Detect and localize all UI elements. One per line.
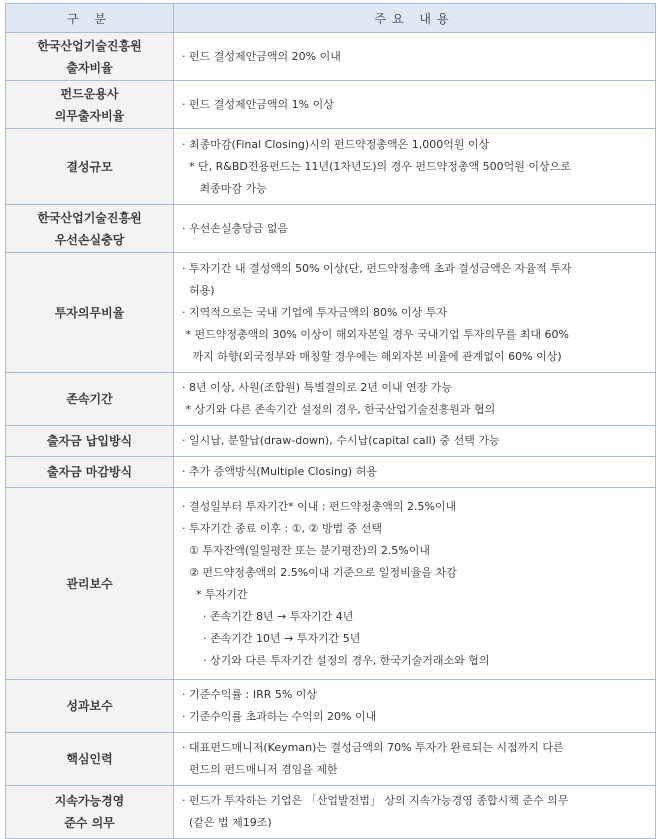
- content-line: · 펀드가 투자하는 기업은 「산업발전법」 상의 지속가능경영 종합시책 준수 의무: [182, 794, 569, 807]
- table-row: [6, 205, 656, 253]
- table-row: [6, 33, 656, 81]
- fund-terms-table: [5, 3, 656, 839]
- row-category: [6, 426, 174, 457]
- content-line: * 상기와 다른 존속기간 설정의 경우, 한국산업기술진흥원과 협의: [182, 403, 496, 416]
- content-line: * 펀드약정총액의 30% 이상이 해외자본일 경우 국내기업 투자의무를 최대 60%: [182, 327, 569, 341]
- row-content: [174, 786, 656, 839]
- category-line: 의무출자비율: [54, 108, 125, 123]
- content-line: · 우선손실충당금 없음: [182, 221, 289, 235]
- category-line: 존속기간: [66, 392, 113, 406]
- table-row: [6, 426, 656, 457]
- row-content: [174, 205, 656, 253]
- row-category: [6, 129, 174, 205]
- category-line: 출자비율: [66, 60, 113, 75]
- table-header-row: [6, 4, 656, 33]
- content-line: · 펀드 결성제안금액의 1% 이상: [182, 97, 334, 111]
- table-row: [6, 680, 656, 733]
- content-line: · 존속기간 8년 → 투자기간 4년: [182, 609, 354, 623]
- category-line: 출자금 마감방식: [46, 465, 133, 479]
- table-row: [6, 733, 656, 786]
- content-line: · 상기와 다른 투자기간 설정의 경우, 한국기술거래소와 협의: [182, 653, 490, 667]
- content-line: 최종마감 가능: [182, 181, 267, 195]
- row-content: [174, 733, 656, 786]
- category-line: 투자의무비율: [54, 305, 125, 320]
- content-line: · 추가 증액방식(Multiple Closing) 허용: [182, 465, 377, 478]
- row-content: [174, 488, 656, 680]
- content-line: * 투자기간: [182, 587, 248, 601]
- category-line: 관리보수: [66, 576, 113, 591]
- content-line: · 8년 이상, 사원(조합원) 특별결의로 2년 이내 연장 가능: [182, 381, 453, 394]
- category-line: 성과보수: [66, 699, 113, 713]
- content-line: · 일시납, 분할납(draw-down), 수시납(capital call) 중 선택 가능: [182, 434, 500, 447]
- category-line: 결성규모: [66, 159, 113, 174]
- content-line: (같은 법 제19조): [182, 816, 272, 829]
- row-category: [6, 680, 174, 733]
- row-category: [6, 33, 174, 81]
- content-line: · 대표펀드매니저(Keyman)는 결성금액의 70% 투자가 완료되는 시점까지 다른: [182, 741, 564, 754]
- row-category: [6, 373, 174, 426]
- content-line: · 존속기간 10년 → 투자기간 5년: [182, 631, 361, 645]
- content-line: 까지 하향(외국정부와 매칭할 경우에는 해외자본 비율에 관계없이 60% 이상): [182, 349, 562, 363]
- content-line: * 단, R&BD전용펀드는 11년(1차년도)의 경우 펀드약정총액 500억원 이상으로: [182, 159, 571, 173]
- content-line: 허용): [182, 283, 215, 297]
- category-line: 한국산업기술진흥원: [37, 210, 142, 225]
- category-line: 한국산업기술진흥원: [37, 38, 142, 53]
- category-line: 핵심인력: [66, 752, 113, 766]
- table-row: [6, 488, 656, 680]
- category-line: 지속가능경영: [54, 794, 125, 808]
- row-category: [6, 253, 174, 373]
- row-content: [174, 426, 656, 457]
- category-line: 우선손실충당: [54, 232, 125, 247]
- content-line: · 투자기간 내 결성액의 50% 이상(단, 펀드약정총액 초과 결성금액은 자율적 투자: [182, 261, 572, 275]
- header-content: 주요 내용: [174, 4, 656, 33]
- row-category: [6, 786, 174, 839]
- row-content: [174, 457, 656, 488]
- row-content: [174, 680, 656, 733]
- table-row: [6, 786, 656, 839]
- content-line: · 기준수익률 초과하는 수익의 20% 이내: [182, 710, 377, 723]
- row-category: [6, 81, 174, 129]
- row-category: [6, 457, 174, 488]
- content-line: ① 투자잔액(일일평잔 또는 분기평잔)의 2.5%이내: [182, 543, 431, 557]
- header-category: 구 분: [6, 4, 174, 33]
- content-line: · 최종마감(Final Closing)시의 펀드약정총액은 1,000억원 이상: [182, 137, 490, 151]
- row-content: [174, 373, 656, 426]
- table-row: [6, 457, 656, 488]
- row-content: [174, 129, 656, 205]
- row-category: [6, 733, 174, 786]
- content-line: 펀드의 펀드매니저 겸임을 제한: [182, 763, 338, 776]
- category-line: 준수 의무: [64, 816, 115, 830]
- content-line: · 투자기간 종료 이후 : ①, ② 방법 중 선택: [182, 521, 383, 535]
- content-line: · 결성일부터 투자기간* 이내 : 펀드약정총액의 2.5%이내: [182, 499, 457, 513]
- row-content: [174, 81, 656, 129]
- table-body: [6, 33, 656, 839]
- row-category: [6, 205, 174, 253]
- row-content: [174, 33, 656, 81]
- table-row: [6, 81, 656, 129]
- content-line: · 펀드 결성제안금액의 20% 이내: [182, 49, 341, 63]
- table-row: [6, 373, 656, 426]
- content-line: · 지역적으로는 국내 기업에 투자금액의 80% 이상 투자: [182, 305, 447, 319]
- category-line: 펀드운용사: [60, 86, 119, 101]
- table-row: [6, 129, 656, 205]
- table-row: [6, 253, 656, 373]
- row-content: [174, 253, 656, 373]
- row-category: [6, 488, 174, 680]
- content-line: · 기준수익률 : IRR 5% 이상: [182, 688, 318, 701]
- content-line: ② 펀드약정총액의 2.5%이내 기준으로 일정비율을 차감: [182, 565, 457, 579]
- category-line: 출자금 납입방식: [46, 434, 133, 448]
